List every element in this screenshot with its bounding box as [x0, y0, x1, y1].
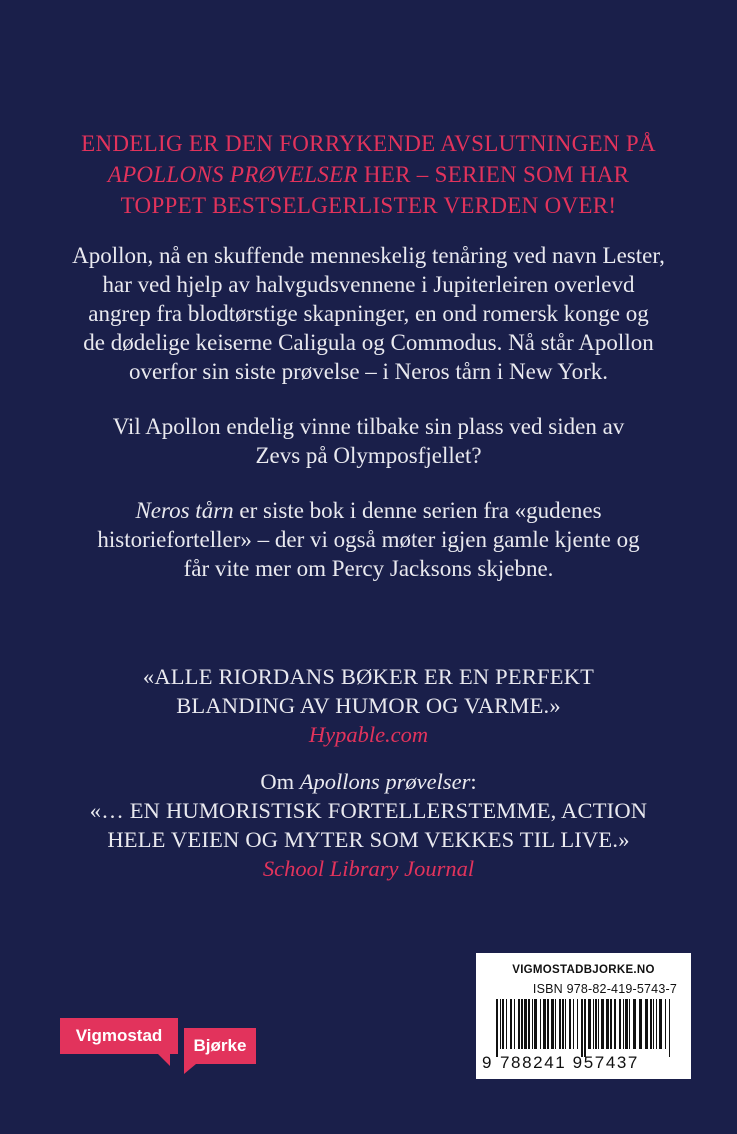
logo-vigmostad: Vigmostad [60, 1018, 178, 1054]
barcode-bar [593, 999, 594, 1049]
publisher-website: VIGMOSTADBJORKE.NO [512, 964, 655, 976]
barcode-bar [581, 999, 583, 1057]
review-intro [40, 767, 697, 796]
barcode-bar [551, 999, 554, 1049]
barcode-bar [540, 999, 541, 1049]
summary-line: angrep fra blodtørstige skapninger, en ond romersk konge og [88, 301, 649, 326]
barcode-bar [629, 999, 630, 1049]
barcode-bar [619, 999, 621, 1049]
barcode-bar [669, 999, 670, 1057]
headline-line-1: ENDELIG ER DEN FORRYKENDE AVSLUTNINGEN PÅ [81, 131, 656, 156]
barcode-bar [555, 999, 556, 1049]
barcode-bar [573, 999, 574, 1049]
quote-line: «ALLE RIORDANS BØKER ER EN PERFEKT [142, 664, 595, 689]
intro-suffix: : [470, 769, 477, 794]
barcode-bar [595, 999, 597, 1049]
barcode-bar [534, 999, 537, 1049]
review-source-1: Hypable.com [308, 722, 429, 747]
barcode-bar [598, 999, 599, 1049]
logo-speech-tail-right [184, 1064, 196, 1074]
barcode-bar [650, 999, 652, 1049]
review-quote-2 [40, 796, 697, 854]
barcode-box [476, 953, 691, 1079]
barcode-bar [656, 999, 657, 1049]
series-line: er siste bok i denne serien fra «gudenes [233, 498, 602, 523]
series-paragraph [40, 496, 697, 583]
barcode-bar [528, 999, 530, 1049]
summary-paragraph [40, 241, 697, 386]
barcode-bar [588, 999, 591, 1049]
series-line: historieforteller» – der vi også møter igjen gamle kjente og [97, 527, 640, 552]
logo-bjorke: Bjørke [184, 1028, 256, 1064]
barcode-bar [584, 999, 586, 1057]
barcode-rest-digits: 788241 957437 [500, 1053, 639, 1072]
barcode-bar [521, 999, 523, 1049]
quote-line: HELE VEIEN OG MYTER SOM VEKKES TIL LIVE.» [107, 827, 630, 852]
barcode-bar [524, 999, 527, 1049]
barcode-bar [623, 999, 624, 1049]
review-source-2: School Library Journal [262, 856, 475, 881]
barcode-first-digit: 9 [482, 1053, 494, 1072]
barcode-bar [659, 999, 662, 1049]
intro-series-title: Apollons prøvelser [299, 769, 471, 794]
headline-line-2: HER – SERIEN SOM HAR [357, 162, 630, 187]
barcode-bar [614, 999, 616, 1049]
summary-line: har ved hjelp av halvgudsvennene i Jupiterleiren overlevd [102, 272, 635, 297]
back-cover-blurb [40, 128, 697, 609]
headline-series-title: APOLLONS PRØVELSER [107, 162, 358, 187]
barcode-bar [506, 999, 507, 1049]
logo-speech-tail-left [158, 1054, 170, 1066]
barcode-bar [547, 999, 549, 1049]
summary-line: overfor sin siste prøvelse – i Neros tårn i New York. [128, 359, 609, 384]
barcode-bar [645, 999, 648, 1049]
summary-line: de dødelige keiserne Caligula og Commodus. Nå står Apollon [83, 330, 654, 355]
isbn-label: ISBN 978-82-419-5743-7 [532, 982, 677, 996]
publisher-logo [60, 1018, 260, 1068]
summary-line: Apollon, nå en skuffende menneskelig tenåring ved navn Lester, [72, 243, 665, 268]
barcode-bar [565, 999, 566, 1049]
book-title: Neros tårn [135, 498, 234, 523]
barcode-bar [606, 999, 609, 1049]
quote-line: «… EN HUMORISTISK FORTELLERSTEMME, ACTION [89, 798, 648, 823]
barcode-bar [543, 999, 546, 1049]
barcode-bar [496, 999, 498, 1057]
barcode-bar [559, 999, 561, 1049]
barcode [490, 999, 678, 1057]
review-quotes [40, 662, 697, 901]
headline-line-3: TOPPET BESTSELGERLISTER VERDEN OVER! [120, 193, 617, 218]
headline [40, 128, 697, 221]
barcode-bar [639, 999, 642, 1049]
question-line: Zevs på Olymposfjellet? [255, 443, 482, 468]
intro-prefix: Om [260, 769, 300, 794]
barcode-bar [633, 999, 636, 1049]
barcode-bar [625, 999, 628, 1049]
barcode-bar [562, 999, 564, 1049]
barcode-bars [490, 999, 678, 1057]
barcode-bar [500, 999, 501, 1049]
barcode-bar [514, 999, 515, 1049]
series-line: får vite mer om Percy Jacksons skjebne. [183, 556, 554, 581]
barcode-bar [610, 999, 612, 1049]
question-paragraph [40, 412, 697, 470]
barcode-bar [518, 999, 520, 1049]
barcode-bar [502, 999, 504, 1049]
barcode-bar [653, 999, 654, 1049]
barcode-bar [577, 999, 578, 1049]
barcode-bar [510, 999, 512, 1049]
barcode-bar [569, 999, 571, 1049]
barcode-bar [532, 999, 533, 1049]
review-quote-1 [40, 662, 697, 720]
barcode-bar [665, 999, 666, 1049]
quote-line: BLANDING AV HUMOR OG VARME.» [176, 693, 561, 718]
question-line: Vil Apollon endelig vinne tilbake sin plass ved siden av [112, 414, 625, 439]
barcode-bar [601, 999, 604, 1049]
